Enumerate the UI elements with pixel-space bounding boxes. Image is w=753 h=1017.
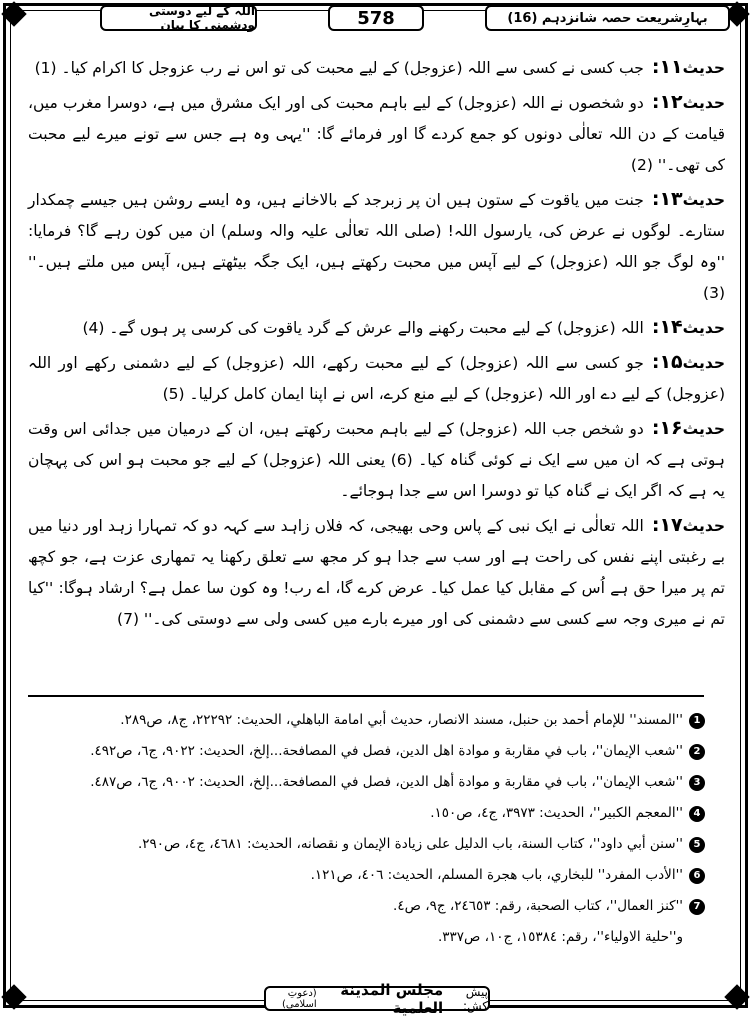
organization-subtitle: (دعوتِ اسلامی): [281, 987, 317, 1010]
hadith-label: حدیث۱۳:: [651, 188, 725, 210]
page-number-label: 578: [328, 5, 424, 31]
footnote: 3 ''شعب الإيمان''، باب في مقاربة و موادة أهل الدين، فصل في المصافحة...إلخ، الحديث: ٩٠٠٢، ج٦، ص٤٨٧.: [60, 767, 705, 798]
hadith-paragraph: حدیث۱۳:جنت میں یاقوت کے ستون ہیں ان پر زبرجد کے بالاخانے ہیں، وہ ایسے روشن ہیں جیسے چمکدار ستارے۔ لوگوں نے عرض کی، یارسول اللہ! (صلی اللہ تعالٰی علیہ والہ وسلم) ان میں کون رہے گا؟ فرمایا: ''وہ لوگ جو اللہ (عزوجل) کے لیے آپس میں محبت رکھتے ہیں، ایک جگہ بیٹھتے ہیں، آپس میں ملتے ہیں۔'' (3): [28, 188, 725, 302]
presenter-label: پیش کش:: [462, 984, 488, 1013]
footnote: و''حلية الاولياء''، رقم: ١٥٣٨٤، ج١٠، ص٣٣٧.: [60, 922, 705, 953]
footnote-number-badge: 1: [689, 713, 705, 729]
hadith-paragraph: حدیث۱۱:جب کسی نے کسی سے اللہ (عزوجل) کے لیے محبت کی تو اس نے رب عزوجل کا اکرام کیا۔ (1): [34, 56, 725, 78]
hadith-label: حدیث۱۴:: [651, 316, 725, 338]
footnote-number-badge: 7: [689, 899, 705, 915]
footnote-number-badge: 6: [689, 868, 705, 884]
main-text: [28, 52, 725, 638]
footnote-number-badge: 3: [689, 775, 705, 791]
footnote-number-badge: 2: [689, 744, 705, 760]
footnote: 6 ''الأدب المفرد'' للبخاري، باب هجرة المسلم، الحديث: ٤٠٦، ص١٢١.: [60, 860, 705, 891]
hadith-paragraph: حدیث۱۷:اللہ تعالٰی نے ایک نبی کے پاس وحی بھیجی، کہ فلاں زاہد سے کہہ دو کہ تمہارا زہد اور دنیا میں بے رغبتی اپنے نفس کی راحت ہے اور سب سے جدا ہو کر مجھ سے تعلق رکھنا یہ تمھاری عزت ہے، جو کچھ تم پر میرا حق ہے اُس کے مقابل کیا عمل کیا۔ عرض کرے گا، اے رب! وہ کون سا عمل ہے؟ ارشاد ہوگا: ''کیا تم نے میری وجہ سے کسی سے دشمنی کی اور میرے بارے میں کسی ولی سے دوستی کی۔'' (7): [28, 514, 725, 628]
hadith-paragraph: حدیث۱۵:جو کسی سے اللہ (عزوجل) کے لیے محبت رکھے، اللہ (عزوجل) کے لیے دشمنی رکھے اور اللہ (عزوجل) کے لیے دے اور اللہ (عزوجل) کے لیے منع کرے، اس نے اپنا ایمان کامل کرلیا۔ (5): [28, 351, 725, 403]
footnote: 4 ''المعجم الكبير''، الحديث: ٣٩٧٣، ج٤، ص١٥٠.: [60, 798, 705, 829]
footnote: 1 ''المسند'' للإمام أحمد بن حنبل، مسند الانصار، حديث أبي امامة الباهلي، الحديث: ٢٢٢٩٢، ج٨، ص٢٨٩.: [60, 705, 705, 736]
footnote-number-badge: 4: [689, 806, 705, 822]
hadith-label: حدیث۱۷:: [651, 514, 725, 536]
hadith-paragraph: حدیث۱۲:دو شخصوں نے اللہ (عزوجل) کے لیے باہم محبت کی اور ایک مشرق میں ہے، دوسرا مغرب میں، قیامت کے دن اللہ تعالٰی دونوں کو جمع کردے گا اور فرمائے گا: ''یہی وہ ہے جس سے تونے میرے لیے محبت کی تھی۔'' (2): [28, 91, 725, 174]
hadith-label: حدیث۱۲:: [651, 91, 725, 113]
organization-name: مجلس المدينة العلمية: [340, 980, 444, 1017]
footnote: 7 ''كنز العمال''، كتاب الصحبة، رقم: ٢٤٦٥٣، ج٩، ص٤.: [60, 891, 705, 922]
footnote-number-badge: 5: [689, 837, 705, 853]
hadith-label: حدیث۱۶:: [651, 417, 725, 439]
hadith-label: حدیث۱۵:: [651, 351, 725, 373]
footnotes: [60, 705, 705, 953]
footnote-separator: [28, 695, 704, 697]
hadith-label: حدیث۱۱:: [651, 56, 725, 78]
hadith-paragraph: حدیث۱۶:دو شخص جب اللہ (عزوجل) کے لیے باہم محبت رکھتے ہیں، ان کے درمیان میں جدائی اس وقت ہوتی ہے کہ ان میں سے ایک نے کوئی گناہ کیا۔ (6) یعنی اللہ (عزوجل) کے لیے جو محبت ہو اس کی پہچان یہ ہے کہ اگر ایک نے گناہ کیا تو دوسرا اس سے جدا ہوجائے۔: [28, 417, 725, 500]
publisher-footer: [264, 980, 490, 1017]
book-title-label: بہارِشریعت حصہ شانزدہم (16): [485, 5, 730, 31]
chapter-title-label: اللہ کے لیے دوستی ودشمنی کا بیان: [100, 5, 257, 31]
hadith-paragraph: حدیث۱۴:اللہ (عزوجل) کے لیے محبت رکھنے والے عرش کے گرد یاقوت کی کرسی پر ہوں گے۔ (4): [82, 316, 725, 338]
footnote-number-badge: [689, 930, 705, 946]
footnote: 5 ''سنن أبي داود''، كتاب السنة، باب الدليل على زيادة الإيمان و نقصانه، الحديث: ٤٦٨١، ج٤، ص٢٩٠.: [60, 829, 705, 860]
footnote: 2 ''شعب الإيمان''، باب في مقاربة و موادة اهل الدين، فصل في المصافحة...إلخ، الحديث: ٩٠٢٢، ج٦، ص٤٩٢.: [60, 736, 705, 767]
